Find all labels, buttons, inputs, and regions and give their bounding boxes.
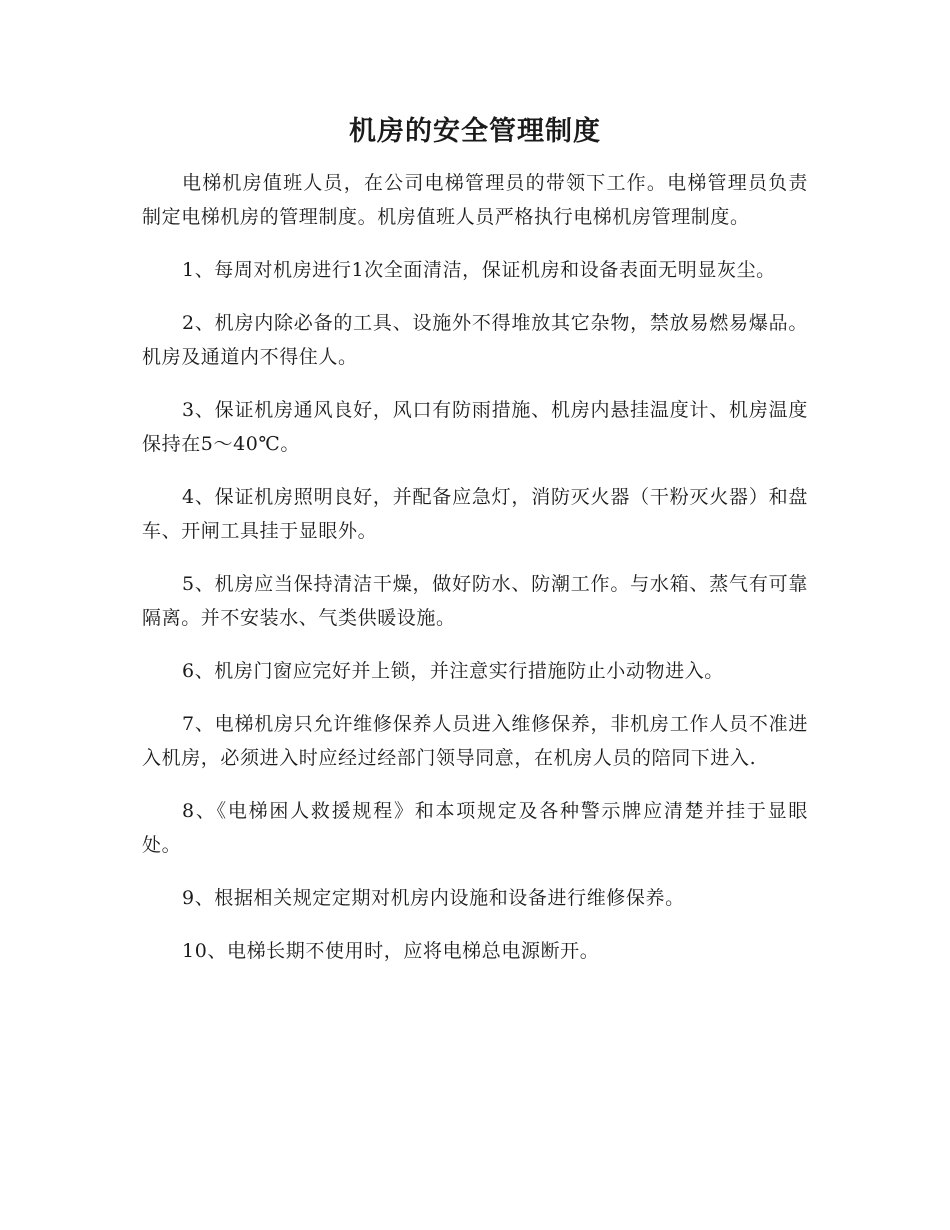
document-body <box>142 166 808 968</box>
rule-5: 5、机房应当保持清洁干燥，做好防水、防潮工作。与水箱、蒸气有可靠隔离。并不安装水、气类供暖设施。 <box>142 573 808 629</box>
rule-10: 10、电梯长期不使用时，应将电梯总电源断开。 <box>182 940 600 962</box>
rule-8: 8、《电梯困人救援规程》和本项规定及各种警示牌应清楚并挂于显眼处。 <box>142 800 808 856</box>
rule-2: 2、机房内除必备的工具、设施外不得堆放其它杂物，禁放易燃易爆品。机房及通道内不得住人。 <box>142 312 808 368</box>
rule-4: 4、保证机房照明良好，并配备应急灯，消防灭火器（干粉灭火器）和盘车、开闸工具挂于显眼外。 <box>142 486 808 542</box>
rule-6: 6、机房门窗应完好并上锁，并注意实行措施防止小动物进入。 <box>182 660 724 682</box>
rule-7: 7、电梯机房只允许维修保养人员进入维修保养，非机房工作人员不准进入机房，必须进入时应经过经部门领导同意，在机房人员的陪同下进入. <box>142 713 808 769</box>
rule-3: 3、保证机房通风良好，风口有防雨措施、机房内悬挂温度计、机房温度保持在5～40℃。 <box>142 399 808 455</box>
rule-1: 1、每周对机房进行1次全面清洁，保证机房和设备表面无明显灰尘。 <box>182 259 776 281</box>
rule-9: 9、根据相关规定定期对机房内设施和设备进行维修保养。 <box>182 887 685 909</box>
document-title: 机房的安全管理制度 <box>349 116 601 147</box>
document-page <box>142 0 808 987</box>
intro-paragraph: 电梯机房值班人员，在公司电梯管理员的带领下工作。电梯管理员负责制定电梯机房的管理制度。机房值班人员严格执行电梯机房管理制度。 <box>142 172 808 228</box>
